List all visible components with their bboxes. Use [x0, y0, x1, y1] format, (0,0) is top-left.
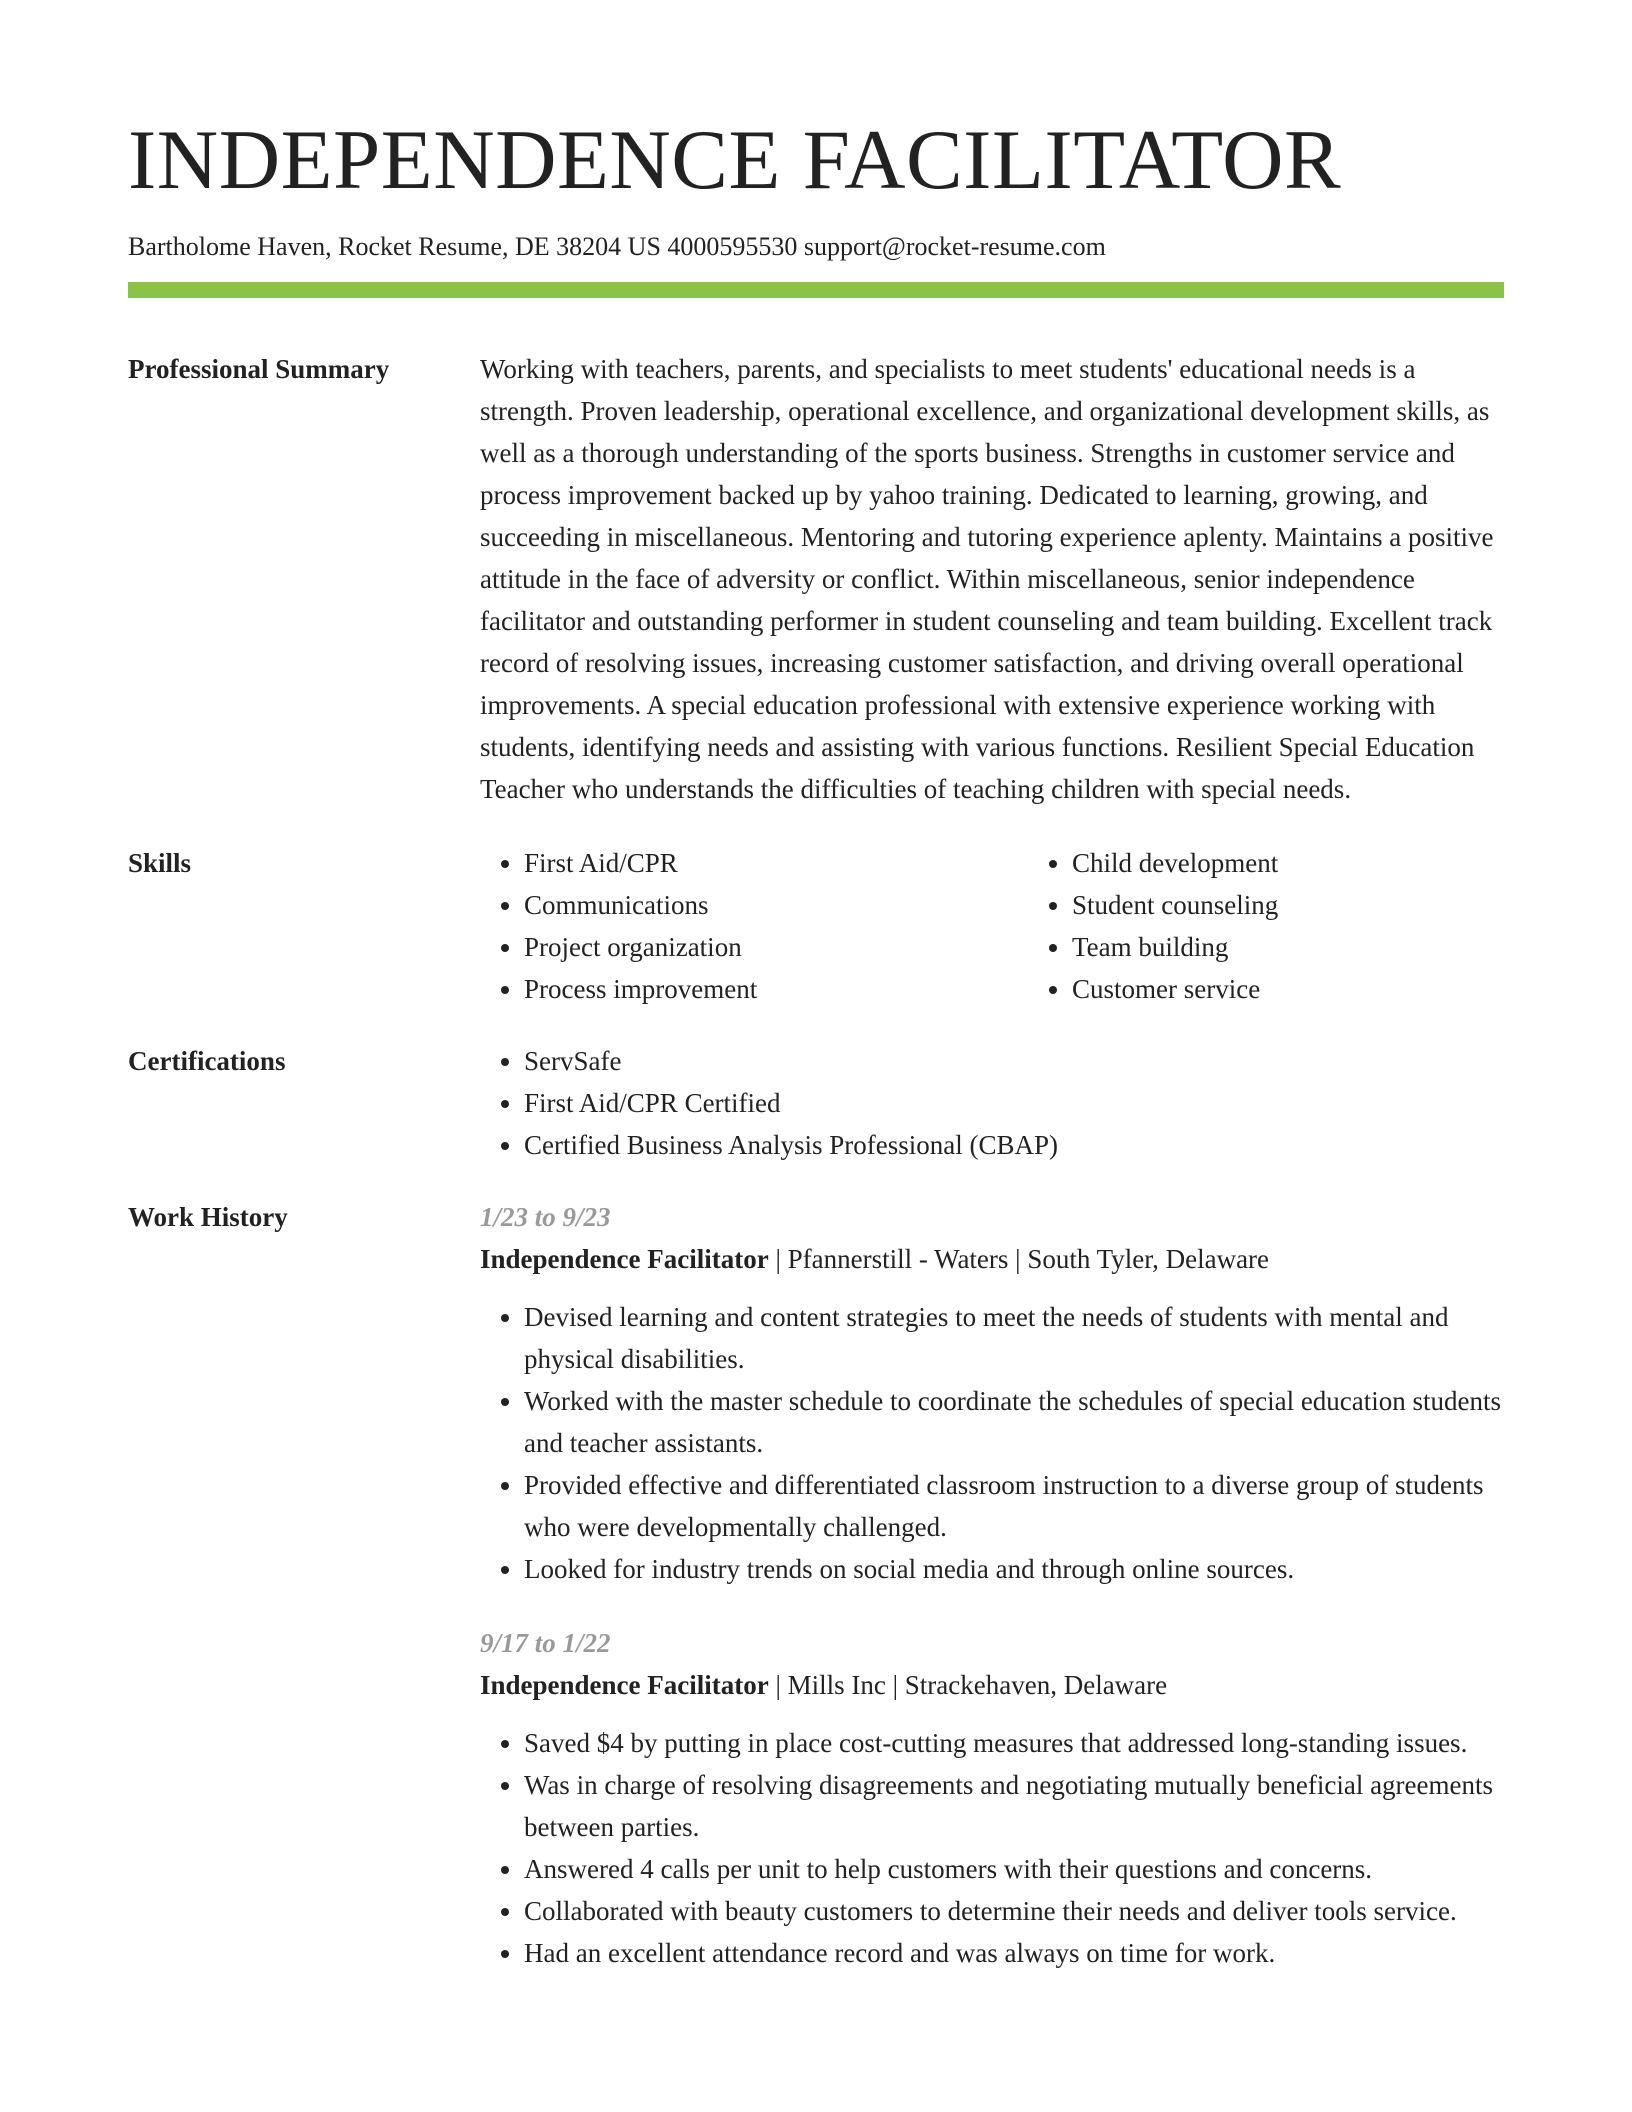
job-title: Independence Facilitator: [480, 1670, 769, 1701]
job-bullet: • Devised learning and content strategies to meet the needs of students with mental and physical disabilities.: [524, 1296, 1504, 1380]
skill-item: • Child development: [1072, 842, 1576, 884]
contact-line: Bartholome Haven, Rocket Resume, DE 38204 US 4000595530 support@rocket-resume.com: [128, 232, 1106, 261]
job-dates: 1/23 to 9/23: [480, 1202, 611, 1233]
header-divider: [128, 282, 1504, 298]
job-bullets: [480, 1722, 1504, 1974]
resume-name: INDEPENDENCE FACILITATOR: [128, 113, 1342, 207]
job-title: Independence Facilitator: [480, 1244, 769, 1275]
certifications-list: [480, 1040, 1504, 1166]
job-entry: [480, 1196, 1504, 1590]
skill-item: • First Aid/CPR: [524, 842, 1028, 884]
job-entry: [480, 1622, 1504, 1974]
skill-item: • Customer service: [1072, 968, 1576, 1010]
skill-item: • Process improvement: [524, 968, 1028, 1010]
certification-item: • Certified Business Analysis Professional (CBAP): [524, 1124, 1504, 1166]
job-heading: [480, 1664, 1504, 1706]
job-bullet: • Answered 4 calls per unit to help customers with their questions and concerns.: [524, 1848, 1504, 1890]
summary-text: Working with teachers, parents, and specialists to meet students' educational needs is a strength. Proven leadership, operational excellence, and organizational development skills, as well as a thorough understanding of the sports business. Strengths in customer service and process improvement backed up by yahoo training. Dedicated to learning, growing, and succeeding in miscellaneous. Mentoring and tutoring experience aplenty. Maintains a positive attitude in the face of adversity or conflict. Within miscellaneous, senior independence facilitator and outstanding performer in student counseling and team building. Excellent track record of resolving issues, increasing customer satisfaction, and driving overall operational improvements. A special education professional with extensive experience working with students, identifying needs and assisting with various functions. Resilient Special Education Teacher who understands the difficulties of teaching children with special needs.: [480, 354, 1494, 805]
resume-page: [128, 113, 1504, 1974]
job-bullet: • Looked for industry trends on social media and through online sources.: [524, 1548, 1504, 1590]
certification-item: • First Aid/CPR Certified: [524, 1082, 1504, 1124]
skill-item: • Communications: [524, 884, 1028, 926]
skills-columns: [480, 842, 1576, 1010]
skill-item: • Team building: [1072, 926, 1576, 968]
job-heading: [480, 1238, 1504, 1280]
job-bullet: • Was in charge of resolving disagreements and negotiating mutually beneficial agreements between parties.: [524, 1764, 1504, 1848]
summary-section: [128, 348, 1504, 810]
skills-list-left: [480, 842, 1028, 1010]
skill-item: • Project organization: [524, 926, 1028, 968]
job-employer-location: | Pfannerstill - Waters | South Tyler, Delaware: [768, 1244, 1270, 1275]
skills-list-right: [1028, 842, 1576, 1010]
job-bullets: [480, 1296, 1504, 1590]
summary-label: Professional Summary: [128, 354, 390, 385]
job-bullet: • Collaborated with beauty customers to determine their needs and deliver tools service.: [524, 1890, 1504, 1932]
certifications-section: [128, 1040, 1504, 1166]
job-bullet: • Provided effective and differentiated classroom instruction to a diverse group of students who were developmentally challenged.: [524, 1464, 1504, 1548]
work-history-section: [128, 1196, 1504, 1974]
job-dates: 9/17 to 1/22: [480, 1628, 611, 1659]
work-history-label: Work History: [128, 1202, 288, 1233]
skill-item: • Student counseling: [1072, 884, 1576, 926]
certification-item: • ServSafe: [524, 1040, 1504, 1082]
job-bullet: • Saved $4 by putting in place cost-cutting measures that addressed long-standing issues.: [524, 1722, 1504, 1764]
job-employer-location: | Mills Inc | Strackehaven, Delaware: [768, 1670, 1168, 1701]
skills-label: Skills: [128, 848, 192, 879]
skills-section: [128, 842, 1504, 1010]
certifications-label: Certifications: [128, 1046, 286, 1077]
job-bullet: • Worked with the master schedule to coordinate the schedules of special education students and teacher assistants.: [524, 1380, 1504, 1464]
job-bullet: • Had an excellent attendance record and was always on time for work.: [524, 1932, 1504, 1974]
